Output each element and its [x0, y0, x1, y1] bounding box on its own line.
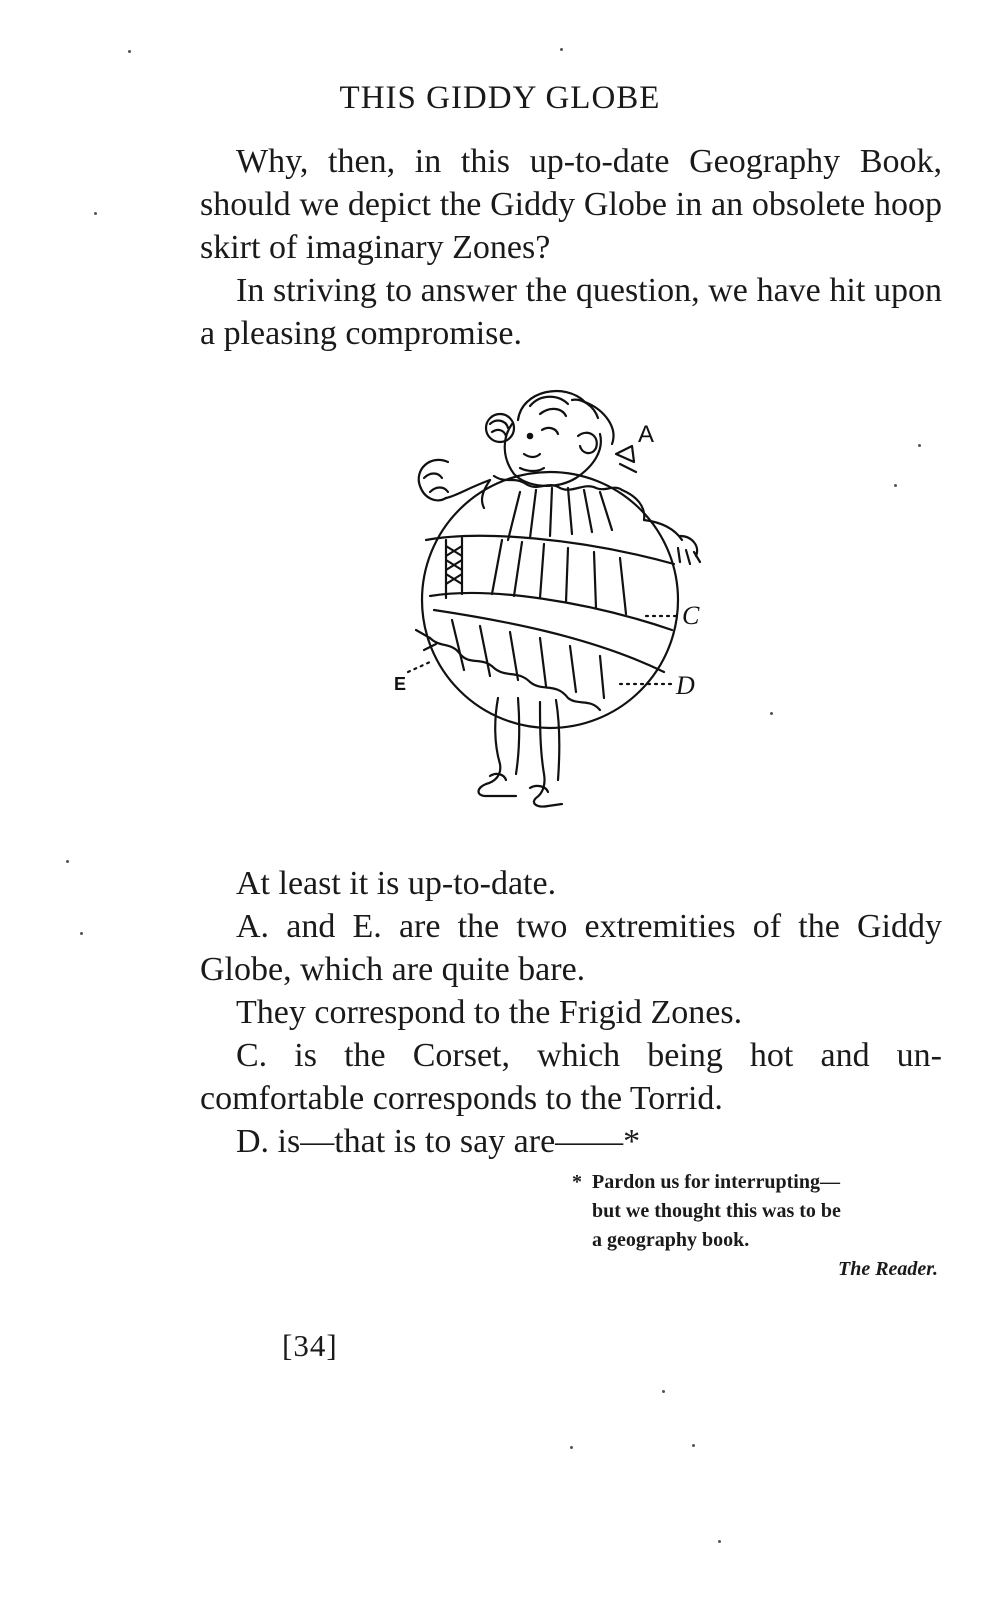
running-head: THIS GIDDY GLOBE — [339, 80, 661, 116]
scan-speck — [80, 932, 83, 935]
label-e: E — [394, 674, 407, 694]
scan-speck — [894, 484, 897, 487]
page-number: [34] — [282, 1328, 338, 1363]
paragraph: They correspond to the Frigid Zones. — [236, 994, 743, 1031]
giddy-globe-illustration — [390, 380, 730, 820]
label-a: A — [638, 421, 655, 448]
footnote-line: a geography book. — [592, 1229, 750, 1251]
left-hand — [419, 460, 448, 500]
scan-speck — [560, 48, 563, 51]
paragraph: At least it is up-to-date. — [236, 865, 557, 902]
corset-lacing — [446, 538, 462, 598]
footnote-line: but we thought this was to be — [592, 1200, 841, 1222]
footnote-line: Pardon us for interrupting— — [592, 1171, 840, 1193]
scan-speck — [66, 860, 69, 863]
scan-speck — [570, 1446, 573, 1449]
paragraph: C. is the Corset, which being hot and uncomfortable corresponds to the Torrid. — [200, 1037, 942, 1117]
right-arm — [644, 520, 682, 540]
footnote-mark: * — [572, 1171, 582, 1193]
scan-speck — [692, 1444, 695, 1447]
scan-speck — [918, 444, 921, 447]
left-leg — [479, 698, 517, 796]
bow — [616, 446, 636, 472]
leader-e — [408, 662, 430, 672]
scan-speck — [94, 212, 97, 215]
label-d: D — [676, 671, 695, 700]
paragraph: A. and E. are the two extremities of the Giddy Globe, which are quite bare. — [200, 908, 942, 988]
hair-curl — [530, 397, 598, 418]
scan-speck — [128, 50, 131, 53]
text-block-top — [200, 140, 942, 355]
corset-band — [426, 536, 674, 564]
footnote — [572, 1168, 952, 1284]
scan-speck — [662, 1390, 665, 1393]
scan-speck — [770, 712, 773, 715]
paragraph: Why, then, in this up-to-date Geography Book, should we depict the Giddy Globe in an obsolete hoop skirt of imaginary Zones? — [200, 143, 942, 266]
paragraph: D. is—that is to say are——* — [236, 1123, 641, 1160]
footnote-signature: The Reader. — [838, 1258, 938, 1280]
paragraph: In striving to answer the question, we have hit upon a pleasing compromise. — [200, 272, 942, 352]
label-c: C — [682, 601, 700, 630]
scan-speck — [718, 1540, 721, 1543]
text-block-bottom — [200, 862, 942, 1163]
